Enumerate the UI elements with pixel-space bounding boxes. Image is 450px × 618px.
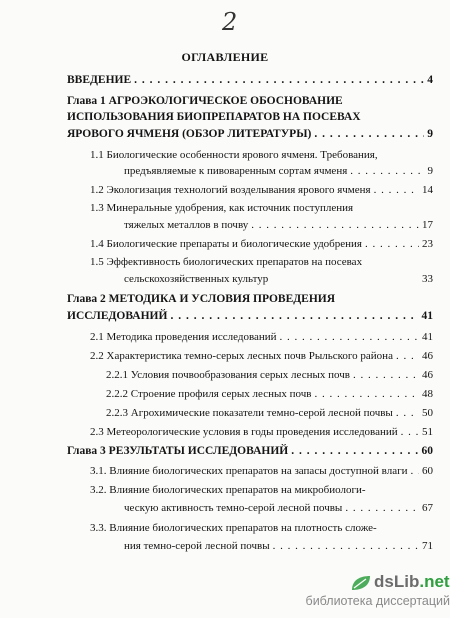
watermark-subtitle: библиотека диссертаций <box>305 594 450 608</box>
toc-chapter3: Глава 3 РЕЗУЛЬТАТЫ ИССЛЕДОВАНИЙ . . . 60 <box>67 444 433 459</box>
toc-section-1-5-line2: сельскохозяйственных культур 33 <box>124 273 433 285</box>
toc-title: ОГЛАВЛЕНИЕ <box>181 50 269 64</box>
toc-section-3-3-line2: ния темно-серой лесной почвы . . . 71 <box>124 539 433 554</box>
leader-dots <box>134 73 424 88</box>
toc-section-2-2-1: 2.2.1 Условия почвообразования серых лесных почв . . . 46 <box>106 368 433 383</box>
toc-section-2-3: 2.3 Метеорологические условия в годы проведения исследований . . . 51 <box>90 425 433 440</box>
toc-chapter1-line3: ЯРОВОГО ЯЧМЕНЯ (ОБЗОР ЛИТЕРАТУРЫ) . . . 9 <box>67 127 433 142</box>
watermark <box>305 572 450 618</box>
toc-chapter2-line1: Глава 2 МЕТОДИКА И УСЛОВИЯ ПРОВЕДЕНИЯ <box>67 293 336 305</box>
toc-chapter2-line2: ИССЛЕДОВАНИЙ . . . 41 <box>67 309 433 324</box>
toc-section-3-2-line2: ческую активность темно-серой лесной почвы . . . 67 <box>124 501 433 516</box>
toc-section-1-3-line1: 1.3 Минеральные удобрения, как источник поступления <box>90 202 354 214</box>
toc-chapter1-line2: ИСПОЛЬЗОВАНИЯ БИОПРЕПАРАТОВ НА ПОСЕВАХ <box>67 111 361 123</box>
toc-chapter1-line1: Глава 1 АГРОЭКОЛОГИЧЕСКОЕ ОБОСНОВАНИЕ <box>67 95 343 107</box>
toc-section-2-2: 2.2 Характеристика темно-серых лесных почв Рыльского района . . . 46 <box>90 349 433 364</box>
toc-section-1-1-line2: предъявляемые к пивоваренным сортам ячменя . . . 9 <box>124 164 433 179</box>
leaf-logo-icon <box>350 574 372 592</box>
handwritten-page-number: 2 <box>222 8 238 36</box>
toc-section-2-1: 2.1 Методика проведения исследований . . . 41 <box>90 330 433 345</box>
toc-section-1-5-line1: 1.5 Эффективность биологических препаратов на посевах <box>90 256 363 268</box>
toc-section-3-1: 3.1. Влияние биологических препаратов на запасы доступной влаги . . . 60 <box>90 464 433 479</box>
toc-section-2-2-3: 2.2.3 Агрохимические показатели темно-серой лесной почвы . . . 50 <box>106 406 433 421</box>
toc-section-1-3-line2: тяжелых металлов в почву . . . 17 <box>124 218 433 233</box>
toc-section-3-2-line1: 3.2. Влияние биологических препаратов на микробиологи- <box>90 484 366 496</box>
toc-section-1-4: 1.4 Биологические препараты и биологические удобрения . . . 23 <box>90 237 433 252</box>
watermark-brand: dsLib.net <box>374 572 450 591</box>
toc-section-3-3-line1: 3.3. Влияние биологических препаратов на плотность сложе- <box>90 522 377 534</box>
toc-entry-intro: ВВЕДЕНИЕ . . . 4 <box>67 73 433 88</box>
toc-section-2-2-2: 2.2.2 Строение профиля серых лесных почв . . . 48 <box>106 387 433 402</box>
toc-section-1-1-line1: 1.1 Биологические особенности ярового ячменя. Требования, <box>90 149 378 161</box>
toc-section-1-2: 1.2 Экологизация технологий возделывания ярового ячменя . . . 14 <box>90 183 433 198</box>
